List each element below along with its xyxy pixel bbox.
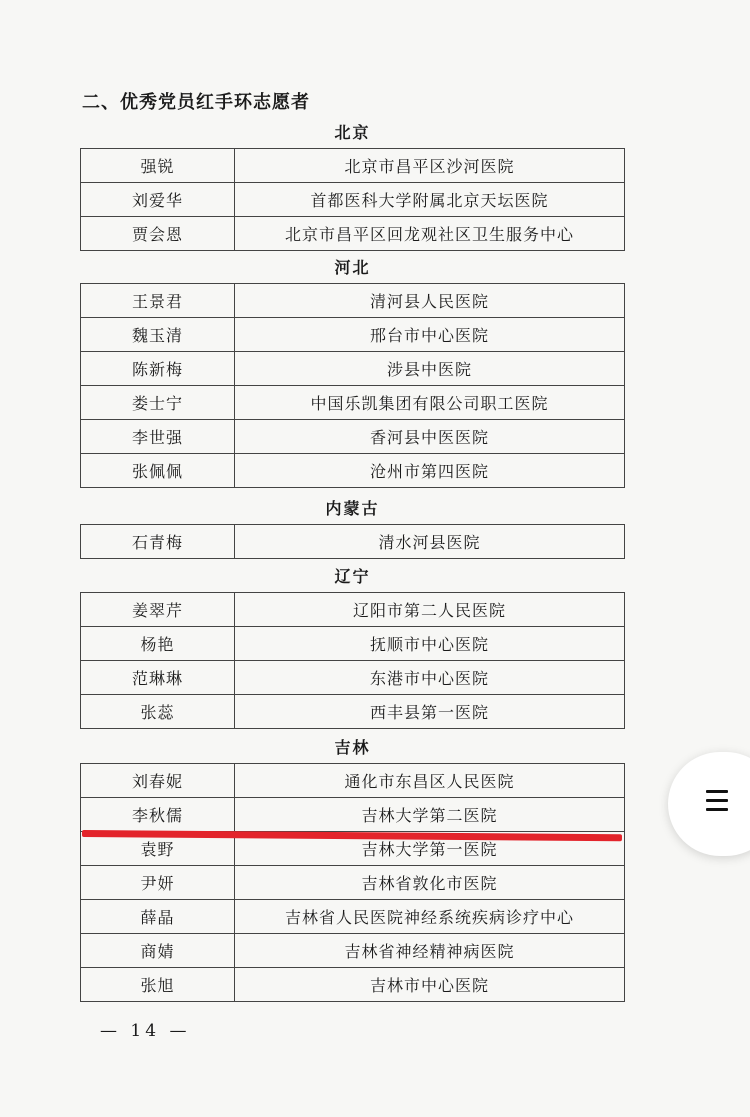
org-cell: 吉林省人民医院神经系统疾病诊疗中心 — [235, 900, 625, 934]
org-cell: 抚顺市中心医院 — [235, 627, 625, 661]
org-cell: 吉林大学第一医院 — [235, 832, 625, 866]
name-cell: 刘春妮 — [81, 764, 235, 798]
org-cell: 北京市昌平区回龙观社区卫生服务中心 — [235, 217, 625, 251]
table-row — [81, 900, 625, 934]
table-row — [81, 934, 625, 968]
org-cell: 清水河县医院 — [235, 525, 625, 559]
table-row — [81, 149, 625, 183]
name-cell: 薛晶 — [81, 900, 235, 934]
name-cell: 娄士宁 — [81, 386, 235, 420]
section-neimenggu — [80, 494, 625, 559]
hamburger-menu-icon — [706, 790, 728, 810]
name-cell: 石青梅 — [81, 525, 235, 559]
volunteer-table — [80, 524, 625, 559]
name-cell: 尹妍 — [81, 866, 235, 900]
org-cell: 辽阳市第二人民医院 — [235, 593, 625, 627]
table-row — [81, 866, 625, 900]
name-cell: 袁野 — [81, 832, 235, 866]
org-cell: 通化市东昌区人民医院 — [235, 764, 625, 798]
org-cell: 香河县中医医院 — [235, 420, 625, 454]
volunteer-table — [80, 283, 625, 488]
org-cell: 沧州市第四医院 — [235, 454, 625, 488]
region-title: 河北 — [334, 258, 371, 277]
name-cell: 陈新梅 — [81, 352, 235, 386]
name-cell: 张佩佩 — [81, 454, 235, 488]
table-row — [81, 968, 625, 1002]
region-title: 吉林 — [334, 738, 371, 757]
table-row — [81, 454, 625, 488]
org-cell: 西丰县第一医院 — [235, 695, 625, 729]
table-row — [81, 695, 625, 729]
table-row — [81, 627, 625, 661]
section-jilin — [80, 733, 625, 1002]
org-cell: 吉林省敦化市医院 — [235, 866, 625, 900]
region-title: 辽宁 — [334, 567, 371, 586]
org-cell: 中国乐凯集团有限公司职工医院 — [235, 386, 625, 420]
org-cell: 清河县人民医院 — [235, 284, 625, 318]
page-heading: 二、优秀党员红手环志愿者 — [82, 92, 310, 113]
name-cell: 张旭 — [81, 968, 235, 1002]
org-cell: 邢台市中心医院 — [235, 318, 625, 352]
name-cell: 商婧 — [81, 934, 235, 968]
section-beijing — [80, 118, 625, 251]
org-cell: 吉林市中心医院 — [235, 968, 625, 1002]
table-row — [81, 764, 625, 798]
table-row — [81, 183, 625, 217]
org-cell: 北京市昌平区沙河医院 — [235, 149, 625, 183]
name-cell: 刘爱华 — [81, 183, 235, 217]
page-number: — 14 — — [100, 1021, 191, 1041]
table-row — [81, 352, 625, 386]
name-cell: 李秋儒 — [81, 798, 235, 832]
name-cell: 贾会恩 — [81, 217, 235, 251]
name-cell: 姜翠芹 — [81, 593, 235, 627]
name-cell: 王景君 — [81, 284, 235, 318]
name-cell: 魏玉清 — [81, 318, 235, 352]
table-row — [81, 318, 625, 352]
table-row — [81, 386, 625, 420]
table-row — [81, 593, 625, 627]
table-row — [81, 284, 625, 318]
name-cell: 强锐 — [81, 149, 235, 183]
org-cell: 涉县中医院 — [235, 352, 625, 386]
org-cell: 首都医科大学附属北京天坛医院 — [235, 183, 625, 217]
org-cell: 吉林大学第二医院 — [235, 798, 625, 832]
name-cell: 范琳琳 — [81, 661, 235, 695]
region-title: 北京 — [334, 123, 371, 142]
floating-menu-button[interactable] — [668, 752, 750, 856]
org-cell: 东港市中心医院 — [235, 661, 625, 695]
table-row — [81, 798, 625, 832]
name-cell: 李世强 — [81, 420, 235, 454]
volunteer-table — [80, 592, 625, 729]
table-row — [81, 420, 625, 454]
volunteer-table — [80, 763, 625, 1002]
name-cell: 杨艳 — [81, 627, 235, 661]
section-hebei — [80, 253, 625, 488]
section-liaoning — [80, 562, 625, 729]
region-title: 内蒙古 — [325, 499, 380, 518]
name-cell: 张蕊 — [81, 695, 235, 729]
table-row — [81, 217, 625, 251]
org-cell: 吉林省神经精神病医院 — [235, 934, 625, 968]
volunteer-table — [80, 148, 625, 251]
table-row — [81, 525, 625, 559]
table-row — [81, 661, 625, 695]
